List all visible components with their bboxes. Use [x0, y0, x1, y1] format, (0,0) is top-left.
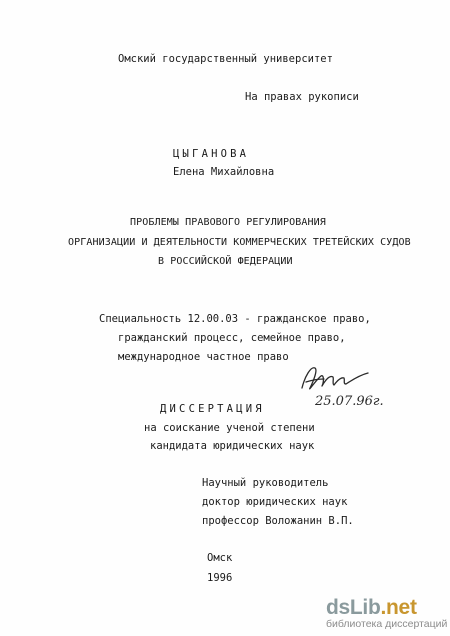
- supervisor-name: профессор Воложанин В.П.: [202, 515, 354, 527]
- year: 1996: [207, 572, 233, 584]
- watermark-logo-text: [326, 596, 417, 620]
- watermark-logo-main: dsLib: [326, 596, 381, 619]
- title-line-3: В РОССИЙСКОЙ ФЕДЕРАЦИИ: [158, 256, 293, 267]
- supervisor-title: Научный руководитель: [202, 477, 329, 489]
- manuscript-note: На правах рукописи: [245, 91, 359, 103]
- author-name: Елена Михайловна: [173, 166, 275, 178]
- degree-line-2: кандидата юридических наук: [150, 440, 315, 452]
- watermark-caption: библиотека диссертаций: [326, 618, 448, 630]
- author-surname: ЦЫГАНОВА: [173, 148, 250, 160]
- watermark-logo: [326, 596, 448, 630]
- specialty-line-3: международное частное право: [118, 351, 289, 363]
- specialty-line-2: гражданский процесс, семейное право,: [118, 332, 346, 344]
- title-line-1: ПРОБЛЕМЫ ПРАВОВОГО РЕГУЛИРОВАНИЯ: [130, 217, 326, 228]
- city: Омск: [207, 552, 233, 564]
- supervisor-degree: доктор юридических наук: [202, 496, 348, 508]
- work-type: ДИССЕРТАЦИЯ: [160, 403, 265, 415]
- watermark-logo-suffix: .net: [380, 596, 417, 619]
- degree-line-1: на соискание ученой степени: [144, 422, 315, 434]
- institution-name: Омский государственный университет: [118, 53, 333, 65]
- title-line-2: ОРГАНИЗАЦИИ И ДЕЯТЕЛЬНОСТИ КОММЕРЧЕСКИХ ТРЕТЕЙСКИХ СУДОВ: [68, 237, 411, 248]
- specialty-line-1: Специальность 12.00.03 - гражданское право,: [99, 313, 371, 325]
- handwritten-date: 25.07.96г.: [315, 394, 384, 409]
- handwritten-signature: [296, 362, 396, 412]
